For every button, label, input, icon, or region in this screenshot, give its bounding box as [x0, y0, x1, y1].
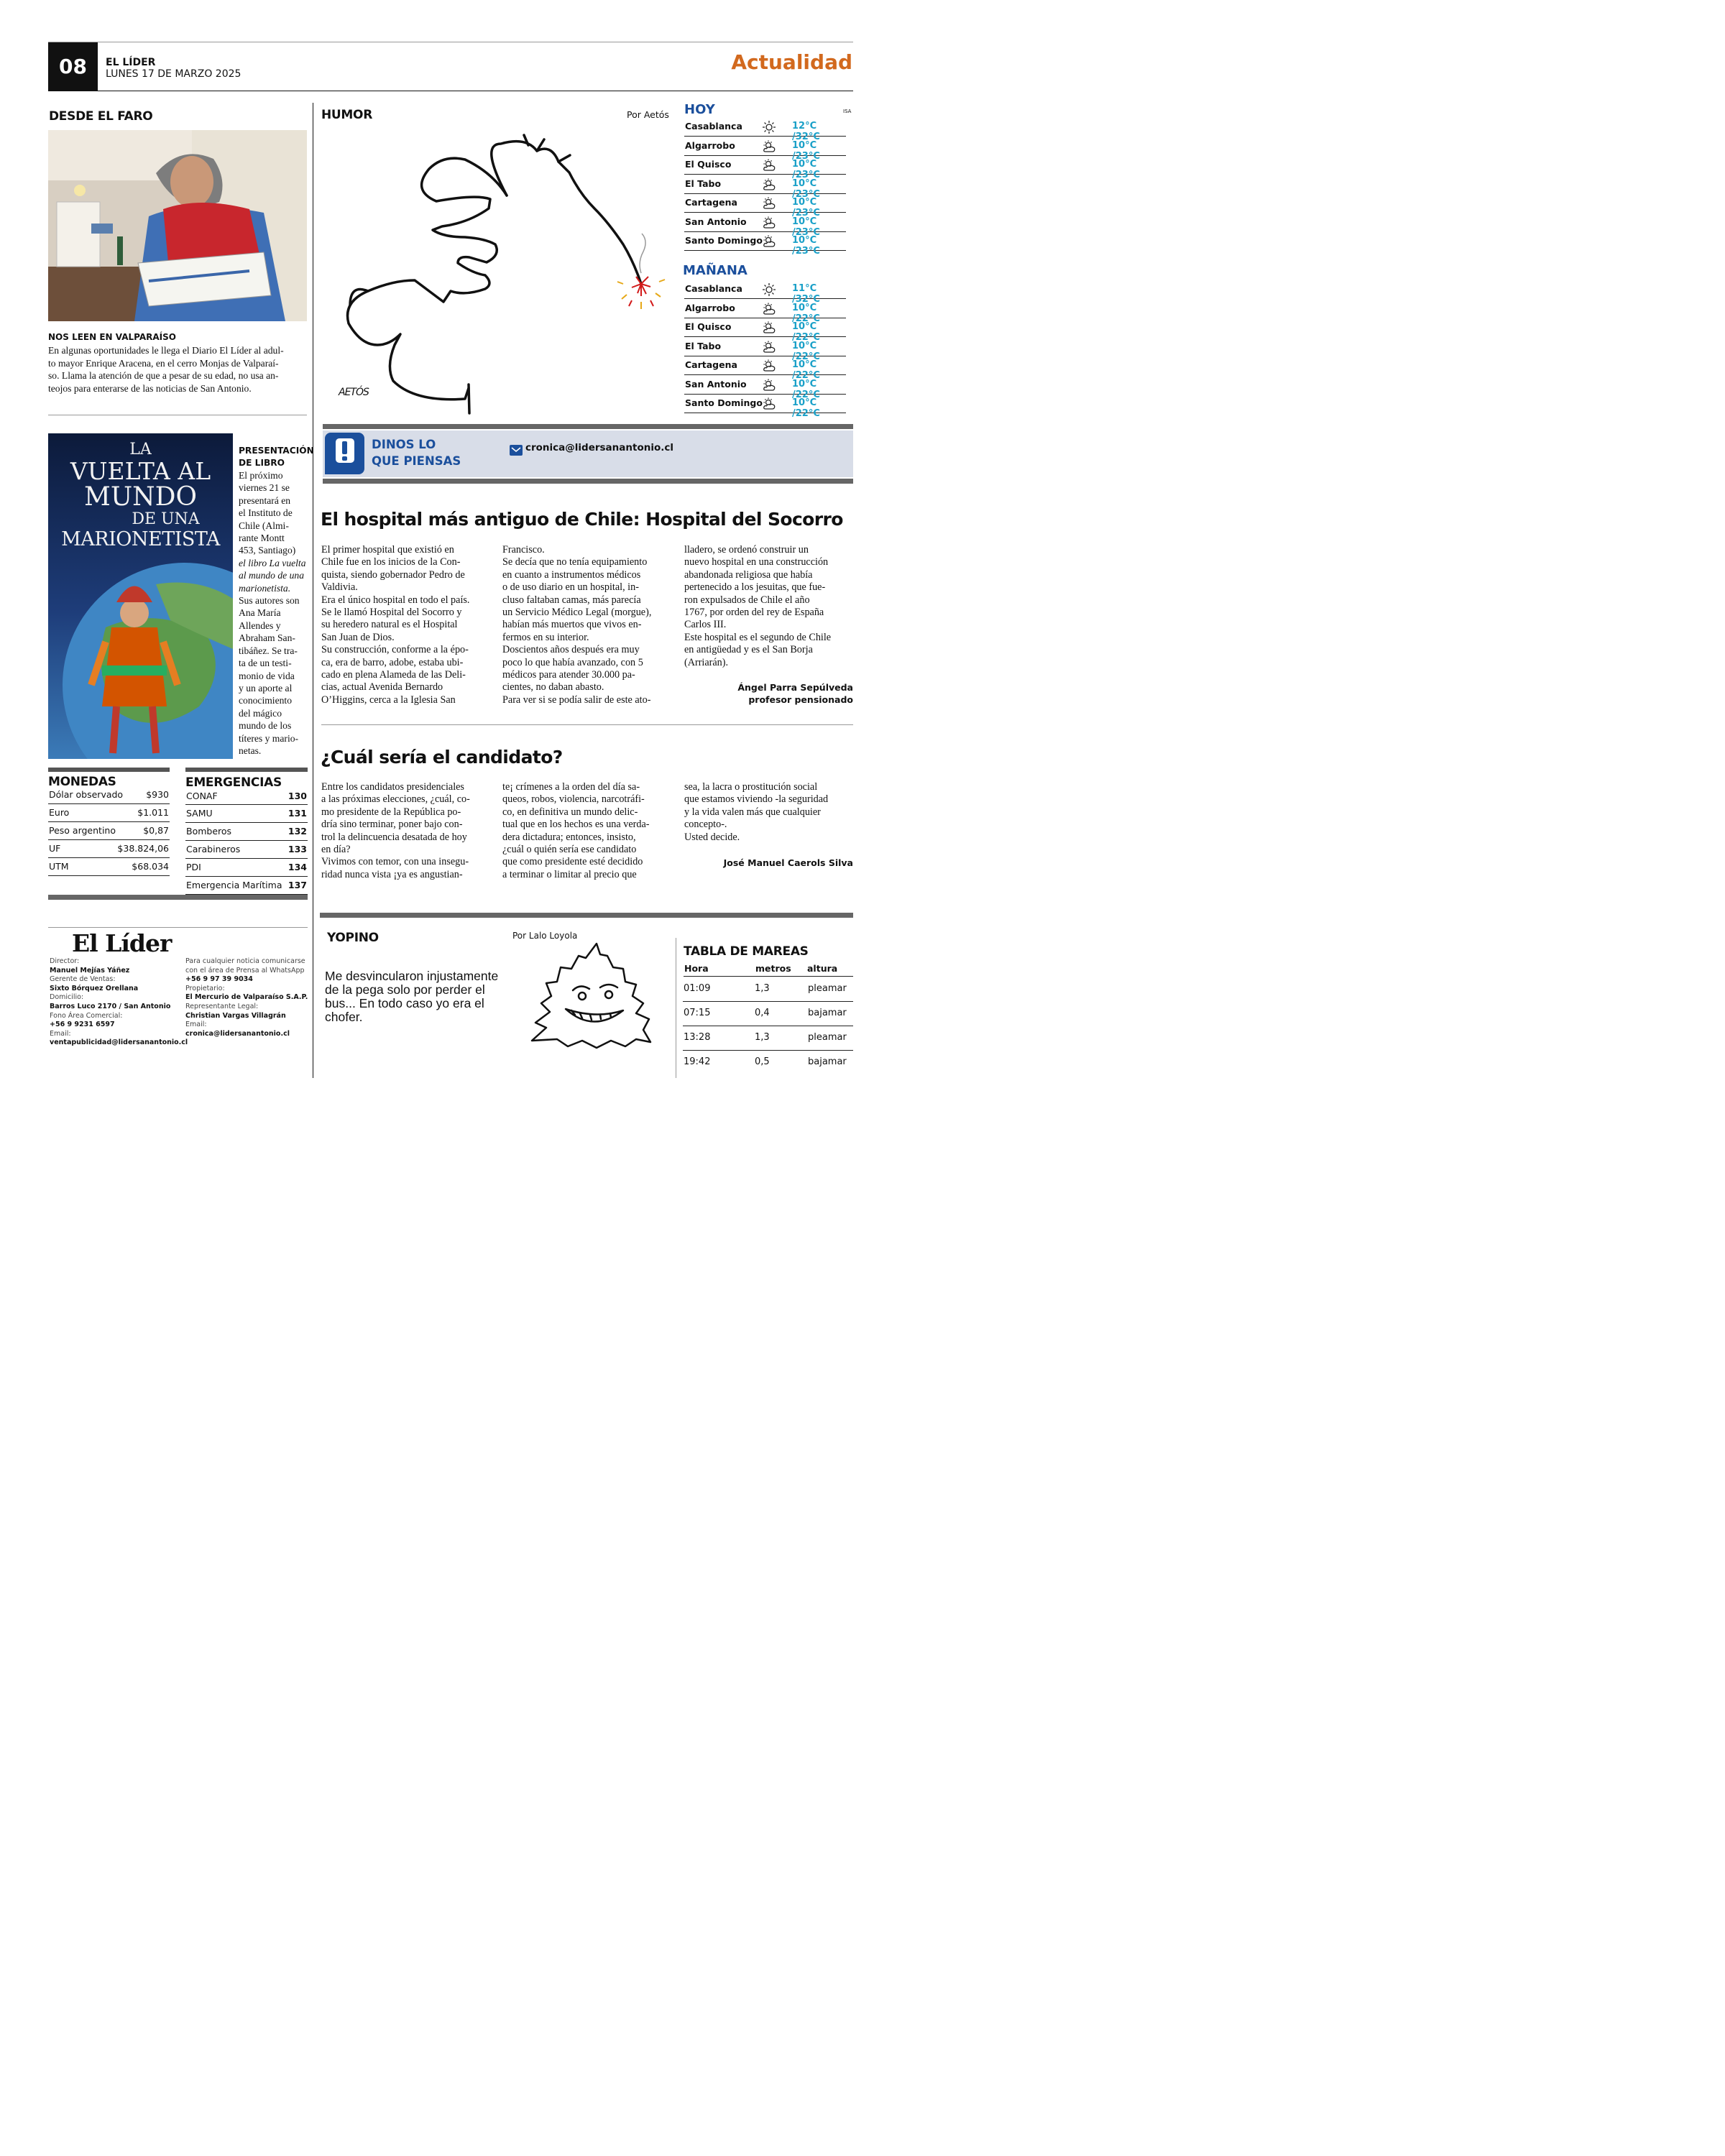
weather-temp: 10°C /22°C: [792, 321, 820, 343]
monedas-value: $68.034: [132, 861, 169, 872]
monedas-value: $0,87: [143, 825, 169, 836]
article1-line: cado en plena Alameda de las Deli-: [321, 669, 466, 681]
article2-line: a terminar o limitar al precio que: [502, 868, 637, 880]
monedas-label: Peso argentino: [49, 825, 116, 836]
book-line: viernes 21 se: [239, 482, 290, 494]
partly-cloudy-icon: [762, 321, 776, 335]
book-line: títeres y mario-: [239, 732, 299, 744]
weather-row: [684, 356, 846, 381]
tide-hora: 07:15: [684, 1008, 711, 1018]
emergencias-label: CONAF: [186, 791, 218, 801]
article1-line: o de uso diario en un hospital, in-: [502, 581, 639, 594]
tide-hora: 13:28: [684, 1032, 711, 1043]
emergencias-label: Carabineros: [186, 844, 241, 854]
weather-source: ISA: [843, 109, 852, 114]
article1-line: un Servicio Médico Legal (morgue),: [502, 607, 652, 619]
tide-metros: 0,5: [755, 1056, 770, 1067]
emergencias-number: 134: [288, 862, 307, 872]
article2-line: Vivimos con temor, con una insegu-: [321, 856, 469, 868]
tide-altura: bajamar: [808, 1056, 847, 1067]
monedas-label: Dólar observado: [49, 789, 124, 800]
book-line: del mágico: [239, 707, 282, 719]
yopino-quote-line: chofer.: [325, 1010, 363, 1024]
article2-line: co, en definitiva un mundo delic-: [502, 806, 638, 818]
page-number: 08: [48, 42, 98, 91]
article1-line: en cuanto a instrumentos médicos: [502, 568, 641, 581]
book-line: marionetista.: [239, 582, 291, 594]
weather-temp: 10°C /22°C: [792, 397, 820, 419]
credit-label: Email:: [50, 1029, 71, 1038]
dinos-banner: [323, 430, 853, 477]
emergencias-label: SAMU: [186, 808, 213, 819]
article2-line: y la vida valen más que cualquier: [684, 806, 821, 818]
dinos-bottom-bar: [323, 479, 853, 484]
tides-col-altura: altura: [807, 963, 838, 974]
masthead-date: LUNES 17 DE MARZO 2025: [106, 68, 242, 80]
tide-metros: 1,3: [755, 1032, 770, 1043]
weather-city: Cartagena: [685, 197, 737, 208]
faro-caption-line: so. Llama la atención de que a pesar de su edad, no usa an-: [48, 370, 279, 381]
article1-line: poco lo que había avanzado, con 5: [502, 656, 643, 668]
book-line: presentará en: [239, 494, 291, 506]
monedas-value: $1.011: [137, 807, 169, 818]
emergencias-row: [185, 841, 308, 859]
weather-row: [684, 118, 846, 142]
weather-tomorrow-heading: MAÑANA: [683, 263, 748, 278]
credit-value: cronica@lidersanantonio.cl: [185, 1029, 290, 1038]
article2-line: ¿cuál o quién sería ese candidato: [502, 844, 637, 856]
weather-temp: 10°C /23°C: [792, 159, 820, 180]
weather-row: [684, 175, 846, 200]
weather-city: Casablanca: [685, 283, 742, 294]
article1-line: Este hospital es el segundo de Chile: [684, 631, 832, 643]
weather-temp: 10°C /23°C: [792, 139, 820, 162]
yopino-quote-line: Me desvincularon injustamente: [325, 969, 499, 983]
weather-temp: 10°C /22°C: [792, 359, 820, 381]
article1-line: Francisco.: [502, 544, 545, 556]
cover-title-line: DE UNA: [132, 510, 200, 528]
credit-value: El Mercurio de Valparaíso S.A.P.: [185, 993, 308, 1002]
article1-line: cluso faltaban camas, más parecía: [502, 594, 641, 606]
weather-row: [684, 137, 846, 162]
monedas-value: $930: [146, 789, 169, 800]
article1-line: lladero, se ordenó construir un: [684, 544, 809, 556]
article1-line: Era el único hospital en todo el país.: [321, 594, 470, 606]
partly-cloudy-icon: [762, 139, 776, 154]
article1-col3: [684, 544, 857, 669]
monedas-heading: MONEDAS: [48, 775, 116, 789]
article1-line: Para ver si se podía salir de este ato-: [502, 694, 651, 706]
tide-altura: pleamar: [808, 983, 847, 994]
tides-col-metros: metros: [755, 963, 791, 974]
article2-title: ¿Cuál sería el candidato?: [321, 747, 563, 768]
article1-author: [684, 681, 853, 706]
article2-line: que como presidente esté decidido: [502, 856, 643, 868]
partly-cloudy-icon: [762, 234, 776, 249]
emergencias-number: 132: [288, 826, 307, 837]
faro-caption-line: teojos para enterarse de las noticias de San Antonio.: [48, 382, 252, 394]
partly-cloudy-icon: [762, 158, 776, 172]
monedas-row: [48, 804, 170, 822]
tide-hora: 01:09: [684, 983, 711, 994]
credit-value: Manuel Mejías Yáñez: [50, 966, 130, 975]
book-line: conocimiento: [239, 695, 292, 706]
book-line: Abraham San-: [239, 632, 295, 644]
book-heading: [239, 445, 314, 469]
el-lider-logo: El Líder: [72, 929, 172, 957]
book-cover: [48, 433, 233, 759]
humor-heading: HUMOR: [321, 108, 372, 122]
weather-row: [684, 395, 846, 419]
book-line: el Instituto de: [239, 507, 293, 519]
tide-row: [683, 1051, 853, 1075]
faro-photo: [48, 130, 307, 321]
exclamation-icon: [325, 433, 364, 474]
partly-cloudy-icon: [762, 196, 776, 211]
sun-icon: [762, 282, 776, 297]
weather-row: [684, 338, 846, 362]
tides-header-row: [684, 962, 853, 977]
weather-city: Casablanca: [685, 121, 742, 132]
article1-col1: [321, 544, 494, 706]
mail-icon: [510, 445, 523, 456]
weather-row: [684, 376, 846, 400]
article1-line: su heredero natural es el Hospital: [321, 619, 458, 631]
weather-temp: 10°C /23°C: [792, 216, 820, 238]
yopino-quote-line: bus... En todo caso yo era el: [325, 996, 484, 1010]
book-cover-title: [48, 442, 233, 549]
emergencias-number: 133: [288, 844, 307, 854]
article1-line: pertenecido a los jesuitas, que fue-: [684, 581, 826, 594]
credit-value: Sixto Bórquez Orellana: [50, 984, 139, 992]
monedas-bar: [48, 768, 170, 772]
article1-title: El hospital más antiguo de Chile: Hospital del Socorro: [321, 509, 843, 530]
article1-line: San Juan de Dios.: [321, 631, 395, 643]
tide-hora: 19:42: [684, 1056, 711, 1067]
weather-temp: 10°C /22°C: [792, 378, 820, 400]
partly-cloudy-icon: [762, 340, 776, 354]
tables-bottom-bar: [48, 895, 308, 900]
article1-line: 1767, por orden del rey de España: [684, 607, 824, 619]
cover-title-line: LA: [129, 441, 152, 459]
credit-label: Director:: [50, 957, 80, 965]
weather-row: [684, 194, 846, 218]
weather-row: [684, 213, 846, 238]
partly-cloudy-icon: [762, 359, 776, 373]
book-text: [239, 469, 310, 757]
articles-divider: [321, 724, 853, 725]
article2-author: José Manuel Caerols Silva: [723, 857, 853, 868]
humor-signature: AETÓS: [339, 387, 369, 398]
book-line: netas.: [239, 745, 262, 756]
weather-today-heading: HOY: [684, 102, 715, 117]
article1-col2: [502, 544, 675, 706]
tide-metros: 1,3: [755, 983, 770, 994]
article2-line: concepto-.: [684, 819, 727, 831]
credit-label: Fono Área Comercial:: [50, 1011, 123, 1020]
tide-row: [683, 1002, 853, 1026]
emergencias-row: [185, 805, 308, 823]
yopino-quote: [325, 969, 498, 1024]
book-line: y un aporte al: [239, 682, 293, 694]
faro-caption-line: En algunas oportunidades le llega el Diario El Líder al adul-: [48, 345, 284, 356]
pine-tree-cartoon: [528, 940, 654, 1051]
book-line: tibáñez. Se tra-: [239, 645, 298, 656]
article1-line: Su construcción, conforme a la épo-: [321, 644, 469, 656]
weather-city: El Quisco: [685, 321, 732, 332]
emergencias-heading: EMERGENCIAS: [185, 775, 282, 790]
weather-temp: 10°C /22°C: [792, 302, 820, 324]
dinos-top-bar: [323, 424, 853, 429]
yopino-top-bar: [320, 913, 853, 918]
dinos-title: [372, 436, 461, 469]
article2-line: dría sino terminar, poner bajo con-: [321, 819, 463, 831]
book-line: el libro La vuelta: [239, 557, 306, 568]
weather-row: [684, 300, 846, 324]
book-line: ta de un testi-: [239, 658, 292, 669]
partly-cloudy-icon: [762, 216, 776, 230]
article1-line: quista, siendo gobernador Pedro de: [321, 568, 465, 581]
weather-city: El Quisco: [685, 159, 732, 170]
faro-caption: [48, 344, 307, 395]
article1-line: Se le llamó Hospital del Socorro y: [321, 607, 462, 619]
weather-city: Algarrobo: [685, 302, 735, 313]
monedas-label: UTM: [49, 861, 69, 872]
article1-author-name: Ángel Parra Sepúlveda: [737, 682, 853, 693]
monedas-label: Euro: [49, 807, 70, 818]
credit-value: +56 9 9231 6597: [50, 1021, 115, 1029]
article1-line: Doscientos años después era muy: [502, 644, 640, 656]
section-title: Actualidad: [731, 50, 852, 74]
article2-line: que estamos viviendo -la seguridad: [684, 793, 829, 806]
book-line: Sus autores son: [239, 595, 300, 607]
article2-line: ridad nunca vista ¡ya es angustian-: [321, 868, 463, 880]
dinos-email[interactable]: cronica@lidersanantonio.cl: [525, 442, 673, 453]
yopino-heading: YOPINO: [327, 931, 379, 945]
article1-line: Se decía que no tenía equipamiento: [502, 556, 648, 568]
article2-line: en día?: [321, 844, 351, 856]
masthead-name: EL LÍDER: [106, 57, 156, 68]
book-line: Allendes y: [239, 619, 281, 631]
article1-line: fermos en su interior.: [502, 631, 589, 643]
book-line: monio de vida: [239, 670, 295, 681]
credit-label: Email:: [185, 1021, 207, 1029]
humor-byline: Por Aetós: [627, 109, 669, 120]
article2-line: mo presidente de la República po-: [321, 806, 461, 818]
credit-value: Barros Luco 2170 / San Antonio: [50, 1002, 171, 1010]
weather-city: San Antonio: [685, 378, 747, 390]
book-line: El próximo: [239, 470, 283, 481]
partly-cloudy-icon: [762, 378, 776, 392]
credit-value: +56 9 97 39 9034: [185, 975, 253, 984]
cover-title-line: MARIONETISTA: [61, 528, 220, 550]
article2-col1: [321, 781, 494, 881]
dinos-title-line: QUE PIENSAS: [372, 454, 461, 468]
weather-city: Cartagena: [685, 359, 737, 370]
weather-row: [684, 232, 846, 257]
tide-row: [683, 977, 853, 1002]
article2-line: queos, robos, violencia, narcotráfi-: [502, 793, 645, 806]
tides-heading: TABLA DE MAREAS: [684, 944, 809, 959]
credit-label: Representante Legal:: [185, 1002, 259, 1010]
article2-line: dera dictadura; entonces, insisto,: [502, 831, 636, 843]
credit-value: Christian Vargas Villagrán: [185, 1011, 286, 1020]
book-line: Chile (Almi-: [239, 520, 289, 531]
article1-line: nuevo hospital en una construcción: [684, 556, 829, 568]
article1-line: cientes, no daban abasto.: [502, 681, 604, 694]
credit-value: ventapublicidad@lidersanantonio.cl: [50, 1038, 188, 1047]
article1-line: en antigüedad y es el San Borja: [684, 644, 813, 656]
weather-temp: 10°C /23°C: [792, 235, 820, 257]
monedas-row: [48, 840, 170, 858]
article1-line: cias, actual Avenida Bernardo: [321, 681, 443, 694]
article1-line: ron expulsados de Chile el año: [684, 594, 810, 606]
emergencias-label: Emergencia Marítima: [186, 880, 282, 890]
weather-temp: 10°C /22°C: [792, 340, 820, 362]
book-line: 453, Santiago): [239, 545, 296, 556]
article1-author-role: profesor pensionado: [748, 694, 853, 705]
article1-line: Valdivia.: [321, 581, 358, 594]
monedas-label: UF: [49, 843, 61, 854]
credit-label: Gerente de Ventas:: [50, 975, 116, 984]
book-line: rante Montt: [239, 533, 285, 544]
article1-line: habían más muertos que vivos en-: [502, 619, 642, 631]
yopino-quote-line: de la pega solo por perder el: [325, 982, 485, 997]
article2-line: Entre los candidatos presidenciales: [321, 781, 464, 793]
article1-line: abandonada religiosa que había: [684, 568, 813, 581]
cover-title-line: MUNDO: [83, 482, 198, 512]
article1-line: (Arriarán).: [684, 656, 729, 668]
credits-top-rule: [48, 927, 308, 928]
book-line: mundo de los: [239, 720, 292, 732]
emergencias-number: 137: [288, 880, 307, 890]
article2-line: sea, la lacra o prostitución social: [684, 781, 818, 793]
partly-cloudy-icon: [762, 302, 776, 316]
monedas-row: [48, 786, 170, 804]
article2-col2: [502, 781, 675, 881]
partly-cloudy-icon: [762, 397, 776, 411]
book-heading-line: DE LIBRO: [239, 458, 285, 468]
emergencias-number: 130: [288, 791, 307, 801]
sun-icon: [762, 120, 776, 134]
article1-line: Carlos III.: [684, 619, 727, 631]
book-heading-line: PRESENTACIÓN: [239, 446, 314, 456]
tide-row: [683, 1026, 853, 1051]
credit-label: Para cualquier noticia comunicarse: [185, 957, 305, 965]
yopino-byline: Por Lalo Loyola: [512, 931, 578, 941]
article1-line: ca, era de barro, adobe, estaba ubi-: [321, 656, 464, 668]
dinos-title-line: DINOS LO: [372, 438, 436, 451]
emergencias-label: PDI: [186, 862, 201, 872]
faro-caption-title: NOS LEEN EN VALPARAÍSO: [48, 332, 176, 342]
tide-altura: pleamar: [808, 1032, 847, 1043]
weather-city: San Antonio: [685, 216, 747, 227]
faro-heading: DESDE EL FARO: [49, 109, 153, 124]
weather-city: Santo Domingo: [685, 397, 763, 408]
article2-line: a las próximas elecciones, ¿cuál, co-: [321, 793, 470, 806]
emergencias-number: 131: [288, 808, 307, 819]
monedas-row: [48, 858, 170, 876]
emergencias-bar: [185, 768, 308, 772]
weather-city: El Tabo: [685, 178, 722, 189]
tide-altura: bajamar: [808, 1008, 847, 1018]
book-line: Ana María: [239, 607, 281, 619]
weather-temp: 10°C /23°C: [792, 197, 820, 218]
credits-right: [185, 957, 311, 1038]
article2-col3: [684, 781, 857, 844]
faro-caption-line: to mayor Enrique Aracena, en el cerro Monjas de Valparaí-: [48, 357, 279, 369]
emergencias-label: Bomberos: [186, 826, 232, 837]
weather-temp: 11°C /32°C: [792, 283, 820, 305]
weather-row: [684, 280, 846, 305]
partly-cloudy-icon: [762, 178, 776, 192]
emergencias-row: [185, 877, 308, 895]
credit-label: con el área de Prensa al WhatsApp: [185, 966, 305, 975]
article2-line: trol la delincuencia desatada de hoy: [321, 831, 467, 843]
emergencias-row: [185, 823, 308, 841]
credit-label: Domicilio:: [50, 993, 84, 1002]
weather-row: [684, 156, 846, 180]
article1-line: médicos para atender 30.000 pa-: [502, 669, 635, 681]
credit-label: Propietario:: [185, 984, 225, 992]
weather-row: [684, 318, 846, 343]
article1-line: El primer hospital que existió en: [321, 544, 454, 556]
emergencias-row: [185, 788, 308, 805]
article1-line: Chile fue en los inicios de la Con-: [321, 556, 461, 568]
humor-cartoon: [321, 129, 673, 420]
weather-city: El Tabo: [685, 340, 722, 351]
credits-left: [50, 957, 188, 1048]
article2-line: Usted decide.: [684, 831, 740, 843]
monedas-value: $38.824,06: [117, 843, 169, 854]
article2-line: tual que en los hechos es una verda-: [502, 819, 650, 831]
emergencias-row: [185, 859, 308, 877]
cover-title-line: VUELTA AL: [70, 457, 211, 485]
book-line: al mundo de una: [239, 570, 304, 581]
weather-city: Santo Domingo: [685, 235, 763, 246]
article2-line: te¡ crímenes a la orden del día sa-: [502, 781, 640, 793]
article1-line: O’Higgins, cerca a la Iglesia San: [321, 694, 456, 706]
weather-temp: 10°C /23°C: [792, 178, 820, 200]
tides-col-hora: Hora: [684, 963, 709, 974]
weather-city: Algarrobo: [685, 139, 735, 151]
tide-metros: 0,4: [755, 1008, 770, 1018]
weather-temp: 12°C /32°C: [792, 121, 820, 142]
monedas-row: [48, 822, 170, 840]
